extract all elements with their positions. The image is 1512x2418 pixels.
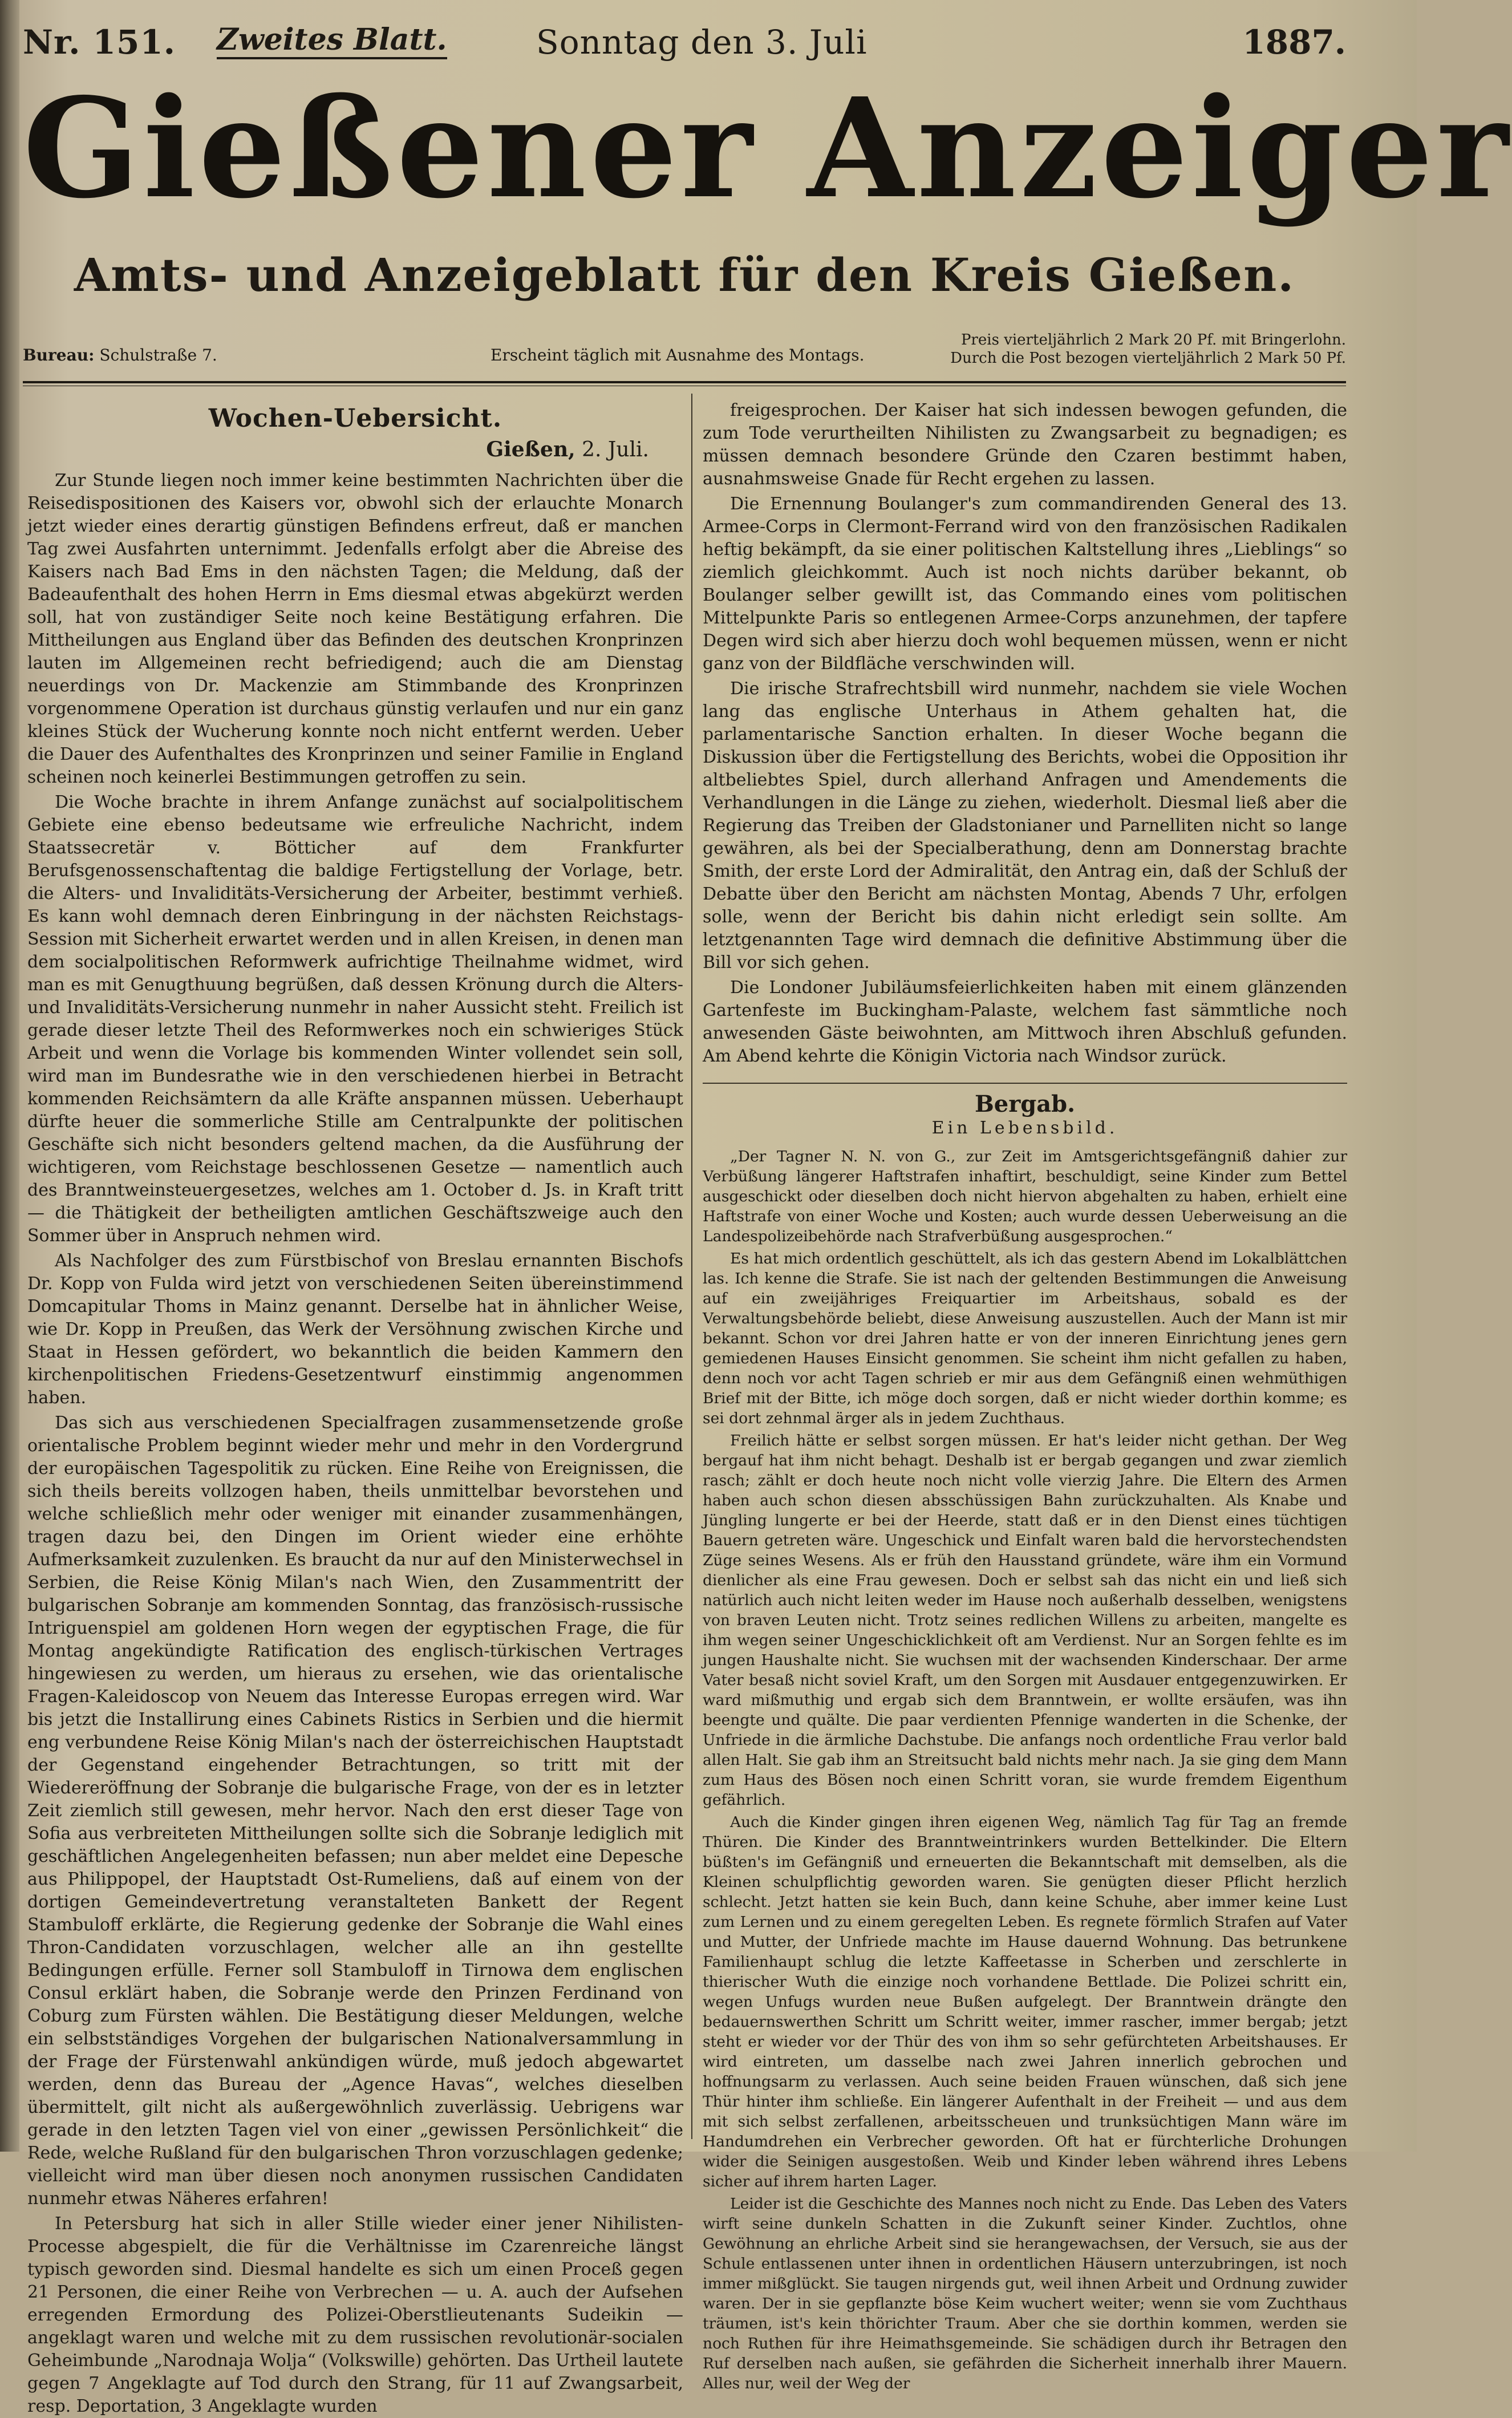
left-column [27, 399, 683, 2416]
article-paragraph: Als Nachfolger des zum Fürstbischof von Breslau ernannten Bischofs Dr. Kopp von Fulda wird jetzt von verschiedenen Seiten übereinstimmend Domcapitular Thoms in Mainz genannt. Derselbe hat in ähnlicher Weise, wie Dr. Kopp in Preußen, das Werk der Versöhnung zwischen Kirche und Staat in Hessen gefördert, wo bekanntlich die beiden Kammern den kirchenpolitischen Friedens-Gesetzentwurf einstimmig angenommen haben. [27, 1251, 683, 1408]
feuilleton-paragraph: Es hat mich ordentlich geschüttelt, als ich das gestern Abend im Lokalblättchen las. Ich kenne die Strafe. Sie ist nach der geltenden Bestimmungen die Anweisung auf ein zweijähriges Freiquartier im Arbeitshaus, sobald es der Verwaltungsbehörde beliebt, diese Anweisung auszustellen. Auch der Mann ist mir bekannt. Schon vor drei Jahren hatte er von der inneren Einrichtung jenes gern gemiedenen Hauses Einsicht genommen. Sie scheint ihm nicht gefallen zu haben, denn noch vor acht Tagen schrieb er mir aus dem Gefängniß einen wehmüthigen Brief mit der Bitte, ich möge doch sorgen, daß er nicht wieder dorthin komme; es sei dort zehnmal ärger als in jedem Zuchthaus. [703, 1250, 1347, 1427]
newspaper-subtitle: Amts- und Anzeigeblatt für den Kreis Gießen. [74, 248, 1295, 302]
article-paragraph: In Petersburg hat sich in aller Stille wieder einer jener Nihilisten-Processe abgespielt, die für die Verhältnisse im Czarenreiche längst typisch geworden sind. Diesmal handelte es sich um einen Proceß gegen 21 Personen, die einer Reihe von Verbrechen — u. A. auch der Aufsehen erregenden Ermordung des Polizei-Oberstlieutenants Sudeikin — angeklagt waren und welche mit zu dem russischen revolutionär-socialen Geheimbunde „Narodnaja Wolja“ (Volkswille) gehörten. Das Urtheil lautete gegen 7 Angeklagte auf Tod durch den Strang, für 11 auf Zwangsarbeit, resp. Deportation, 3 Angeklagte wurden [27, 2214, 683, 2416]
feuilleton-title: Bergab. [974, 1091, 1076, 1117]
article-paragraph: Die Londoner Jubiläumsfeierlichkeiten haben mit einem glänzenden Gartenfeste im Buckingham-Palaste, welchem fast sämmtliche noch anwesenden Gäste beiwohnten, am Mittwoch ihren Abschluß gefunden. Am Abend kehrte die Königin Victoria nach Windsor zurück. [703, 978, 1347, 1066]
weekly-review-heading: Wochen-Uebersicht. [208, 404, 502, 433]
article-paragraph: Zur Stunde liegen noch immer keine bestimmten Nachrichten über die Reisedispositionen des Kaisers vor, obwohl sich der erlauchte Monarch jetzt wieder eines derartig günstigen Befindens erfreut, daß er manchen Tag zwei Ausfahrten unternimmt. Jedenfalls erfolgt aber die Abreise des Kaisers nach Bad Ems in den nächsten Tagen; die Meldung, daß der Badeaufenthalt des hohen Herrn in Ems diesmal etwas abgekürzt werden soll, hat von zuständiger Seite noch keine Bestätigung erfahren. Die Mittheilungen aus England über das Befinden des deutschen Kronprinzen lauten im Allgemeinen recht befriedigend; auch die am Dienstag neuerdings von Dr. Mackenzie am Stimmbande des Kronprinzen vorgenommene Operation ist durchaus günstig verlaufen und nur ein ganz kleines Stück der Wucherung konnte noch nicht entfernt werden. Ueber die Dauer des Aufenthaltes des Kronprinzen und seiner Familie in England scheinen noch keinerlei Bestimmungen getroffen zu sein. [27, 471, 683, 787]
price-line-2: Durch die Post bezogen vierteljährlich 2 Mark 50 Pf. [950, 350, 1346, 367]
issue-number: Nr. 151. [23, 23, 176, 62]
page-binding-edge [0, 0, 19, 2152]
masthead-infoline [23, 331, 1346, 371]
feuilleton-rule [703, 1083, 1347, 1084]
article-paragraph: Das sich aus verschiedenen Specialfragen zusammensetzende große orientalische Problem beginnt wieder mehr und mehr in den Vordergrund der europäischen Tagespolitik zu rücken. Eine Reihe von Ereignissen, die sich theils bereits vollzogen haben, theils unmittelbar bevorstehen und welche schließlich mehr oder weniger mit einander zusammenhängen, tragen dazu bei, den Dingen im Orient wieder eine erhöhte Aufmerksamkeit zuzulenken. Es braucht da nur auf den Ministerwechsel in Serbien, die Reise König Milan's nach Wien, den Zusammentritt der bulgarischen Sobranje am kommenden Sonntag, das französisch-russische Intriguenspiel am goldenen Horn wegen der egyptischen Frage, die für Montag angekündigte Ratification des englisch-türkischen Vertrages hingewiesen zu werden, um hieraus zu ersehen, wie das orientalische Fragen-Kaleidoscop von Neuem das Interesse Europas erregen wird. War bis jetzt die Installirung eines Cabinets Ristics in Serbien und die hiermit eng verbundene Reise König Milan's nach der österreichischen Hauptstadt der Gegenstand eingehender Betrachtungen, so tritt mit der Wiedereröffnung der Sobranje die bulgarische Frage, von der es in letzter Zeit ziemlich still gewesen, mehr hervor. Nach den erst dieser Tage von Sofia aus verbreiteten Mittheilungen sollte sich die Sobranje lediglich mit geschäftlichen Angelegenheiten befassen; nun aber meldet eine Depesche aus Philippopel, der Hauptstadt Ost-Rumeliens, daß auf einem von der dortigen Gemeindevertretung veranstalteten Bankett der Regent Stambuloff erklärte, die Regierung gedenke der Sobranje die Wahl eines Thron-Candidaten vorzuschlagen, welcher alle an ihn gestellte Bedingungen erfülle. Ferner soll Stambuloff in Tirnowa dem englischen Consul erklärt haben, die Sobranje werde den Prinzen Ferdinand von Coburg zum Fürsten wählen. Die Bestätigung dieser Meldungen, welche ein selbstständiges Vorgehen der bulgarischen Nationalversammlung in der Frage der Fürstenwahl ankündigen würde, muß jedoch abgewartet werden, denn das Bureau der „Agence Havas“, welches dieselben übermittelt, gilt nicht als außergewöhnlich zuverlässig. Uebrigens war gerade in den letzten Tagen viel von einer „gewissen Persönlichkeit“ die Rede, welche Rußland für den bulgarischen Thron vorzuschlagen gedenke; vielleicht wird man über diesen noch anonymen russischen Candidaten nunmehr etwas Näheres erfahren! [27, 1413, 683, 2209]
dateline-date: 2. Juli. [582, 438, 649, 461]
feuilleton-paragraph: Auch die Kinder gingen ihren eigenen Weg, nämlich Tag für Tag an fremde Thüren. Die Kinder des Branntweintrinkers wurden Bettelkinder. Die Eltern büßten's im Gefängniß und erneuerten die Bekanntschaft mit demselben, als die Kleinen schulpflichtig geworden waren. Sie genügten dieser Pflicht herzlich schlecht. Jetzt hatten sie kein Buch, dann keine Schuhe, aber immer keine Lust zum Lernen und zu einem geregelten Leben. Es regnete förmlich Strafen auf Vater und Mutter, der Unfriede machte im Hause dauernd Wohnung. Das betrunkene Familienhaupt schlug die letzte Kaffeetasse in Scherben und zerschlerte in thierischer Wuth die einzige noch vorhandene Bettlade. Die Polizei schritt ein, wegen Unfugs wurden neue Bußen aufgelegt. Der Branntwein drängte den bedauernswerthen Schritt um Schritt weiter, immer rascher, immer bergab; jetzt steht er wieder vor der Thür des von ihm so sehr gefürchteten Arbeitshauses. Er wird eintreten, um dasselbe nach zwei Jahren innerlich gebrochen und hoffnungsarm zu verlassen. Auch seine beiden Frauen wünschen, daß sich jene Thür hinter ihm schließe. Ein längerer Aufenthalt in der Freiheit — und aus dem mit sich selbst zerfallenen, arbeitsscheuen und trunksüchtigen Mann wäre im Handumdrehen ein Verbrecher geworden. Oft hat er fürchterliche Drohungen wider die Seinigen ausgestoßen. Weib und Kinder leben während ihres Lebens sicher auf ihrem harten Lager. [703, 1813, 1347, 2190]
masthead-rule [23, 381, 1346, 383]
feuilleton-paragraph: Leider ist die Geschichte des Mannes noch nicht zu Ende. Das Leben des Vaters wirft seine dunkeln Schatten in die Zukunft seiner Kinder. Zuchtlos, ohne Gewöhnung an ehrliche Arbeit sind sie herangewachsen, der Versuch, sie aus der Schule entlassenen unter ihnen in ordentlichen Häusern unterzubringen, ist noch immer mißglückt. Sie taugen nirgends gut, weil ihnen Arbeit und Ordnung zuwider waren. Der in sie gepflanzte böse Keim wuchert weiter; wenn sie vom Zuchthaus träumen, ist's kein thörichter Traum. Aber che sie dorthin kommen, werden sie noch Ruthen für ihre Heimathsgemeinde. Sie schädigen durch ihr Betragen den Ruf derselben nach außen, sie gefährden die Sicherheit innerhalb ihrer Mauern. Alles nur, weil der Weg der [703, 2195, 1347, 2392]
bureau-label: Bureau: [23, 346, 95, 364]
article-paragraph: freigesprochen. Der Kaiser hat sich indessen bewogen gefunden, die zum Tode verurtheilten Nihilisten zu Zwangsarbeit zu begnadigen; es müssen demnach besondere Gründe den Czaren bestimmt haben, ausnahmsweise Gnade für Recht ergehen zu lassen. [703, 400, 1347, 489]
article-paragraph: Die Woche brachte in ihrem Anfange zunächst auf socialpolitischem Gebiete eine ebenso bedeutsame wie erfreuliche Nachricht, indem Staatssecretär v. Bötticher auf dem Frankfurter Berufsgenossenschaftentag die baldige Fertigstellung der Vorlage, betr. die Alters- und Invaliditäts-Versicherung der Arbeiter, bestimmt verhieß. Es kann wohl demnach deren Einbringung in der nächsten Reichstags-Session mit Sicherheit erwartet werden und in allen Kreisen, in denen man dem socialpolitischen Reformwerk aufrichtige Theilnahme widmet, wird man es mit Genugthuung begrüßen, daß dessen Krönung durch die Alters- und Invaliditäts-Versicherung nunmehr in naher Aussicht steht. Freilich ist gerade dieser letzte Theil des Reformwerkes noch ein schwieriges Stück Arbeit und wenn die Vorlage bis kommenden Winter vollendet sein soll, wird man im Bundesrathe wie in den verschiedenen hierbei in Betracht kommenden Reichsämtern da alle Kräfte anspannen müssen. Ueberhaupt dürfte heuer die sommerliche Stille am Centralpunkte der politischen Geschäfte sich nicht besonders geltend machen, da die Ausführung der wichtigeren, vom Reichstage beschlossenen Gesetze — namentlich auch des Branntweinsteuergesetzes, welches am 1. October d. Js. in Kraft tritt — die Thätigkeit der betheiligten amtlichen Geschäftszweige auch den Sommer über in Anspruch nehmen wird. [27, 792, 683, 1246]
issue-year: 1887. [1242, 23, 1346, 62]
feuilleton-paragraph: Freilich hätte er selbst sorgen müssen. Er hat's leider nicht gethan. Der Weg bergauf hat ihm nicht behagt. Deshalb ist er bergab gegangen und zwar ziemlich rasch; zählt er doch heute noch nicht volle vierzig Jahre. Die Eltern des Armen haben auch schon diesen absschüssigen Bahn zurückzuhalten. Als Knabe und Jüngling lungerte er bei der Heerde, statt daß er in den Dienst eines tüchtigen Bauern getreten wäre. Ungeschick und Einfalt waren bald die hervorstechendsten Züge seines Wesens. Als er früh den Hausstand gründete, wäre ihm ein Vormund dienlicher als eine Frau gewesen. Doch er selbst sah das nicht ein und ließ sich natürlich auch nicht leiten weder im Hause noch außerhalb desselben, wenigstens von braven Leuten nicht. Trotz seines redlichen Willens zu arbeiten, mangelte es ihm wegen seiner Ungeschicklichkeit oft am Verdienst. Nur an Sorgen fehlte es im jungen Haushalte nicht. Sie wuchsen mit der wachsenden Kinderschaar. Der arme Vater besaß nicht soviel Kraft, um den Sorgen mit Ausdauer entgegenzuwirken. Er ward mißmuthig und ergab sich dem Branntwein, er wollte ersäufen, was ihn beengte und quälte. Die paar verdienten Pfennige wanderten in die Schenke, der Unfriede in die ärmliche Dachstube. Die anfangs noch ordentliche Frau verlor bald allen Halt. Sie gab ihm an Streitsucht bald nichts mehr nach. Ja sie ging dem Mann zum Haus des Bösen noch einen Schritt voran, sie wurde fremdem Eigenthum gefährlich. [703, 1432, 1347, 1809]
issue-date: Sonntag den 3. Juli [536, 23, 868, 62]
bureau-street: Schulstraße 7. [99, 346, 217, 364]
dateline-place: Gießen, [486, 438, 575, 461]
masthead-topline [23, 23, 1346, 63]
right-column [703, 399, 1347, 2392]
dateline [27, 438, 649, 461]
article-paragraph: Die Ernennung Boulanger's zum commandirenden General des 13. Armee-Corps in Clermont-Ferrand wird von den französischen Radikalen heftig bekämpft, da sie einer politischen Kaltstellung ihres „Lieblings“ so ziemlich gleichkommt. Auch ist noch nichts darüber bekannt, ob Boulanger selber gewillt ist, das Commando eines vom politischen Mittelpunkte Paris so entlegenen Armee-Corps anzunehmen, der tapfere Degen wird sich aber hierzu doch wohl bequemen müssen, wenn er nicht ganz von der Bildfläche verschwinden will. [703, 494, 1347, 674]
feuilleton-subtitle: Ein Lebensbild. [931, 1118, 1118, 1138]
feuilleton-paragraph: „Der Tagner N. N. von G., zur Zeit im Amtsgerichtsgefängniß dahier zur Verbüßung längerer Haftstrafen inhaftirt, beschuldigt, seine Kinder zum Bettel ausgeschickt oder dieselben doch nicht hiervon abgehalten zu haben, erhielt eine Haftstrafe von einer Woche und Kosten; auch wurde dessen Ueberweisung an die Landespolizeibehörde nach Strafverbüßung ausgesprochen.“ [703, 1148, 1347, 1245]
article-paragraph: Die irische Strafrechtsbill wird nunmehr, nachdem sie viele Wochen lang das englische Unterhaus in Athem gehalten hat, die parlamentarische Sanction erhalten. In dieser Woche begann die Diskussion über die Fertigstellung des Berichts, wobei die Opposition ihr altbeliebtes Spiel, durch allerhand Anfragen und Amendements die Verhandlungen in die Länge zu ziehen, wiederholt. Diesmal ließ aber die Regierung das Treiben der Gladstonianer und Parnelliten nicht so lange gewähren, als bei der Specialberathung, denn am Donnerstag brachte Smith, der erste Lord der Admiralität, den Antrag ein, daß der Schluß der Debatte über den Bericht am nächsten Montag, Abends 7 Uhr, erfolgen solle, wenn der Bericht bis dahin nicht erledigt sein sollte. Am letztgenannten Tage wird demnach die definitive Abstimmung über die Bill vor sich gehen. [703, 679, 1347, 973]
edition-label: Zweites Blatt. [217, 23, 447, 59]
newspaper-title: Gießener Anzeiger [23, 68, 1512, 229]
subscription-price [950, 331, 1346, 367]
column-divider [691, 394, 692, 2139]
price-line-1: Preis vierteljährlich 2 Mark 20 Pf. mit Bringerlohn. [960, 331, 1346, 349]
bureau-address [23, 346, 217, 364]
publication-schedule: Erscheint täglich mit Ausnahme des Montags. [491, 346, 865, 364]
